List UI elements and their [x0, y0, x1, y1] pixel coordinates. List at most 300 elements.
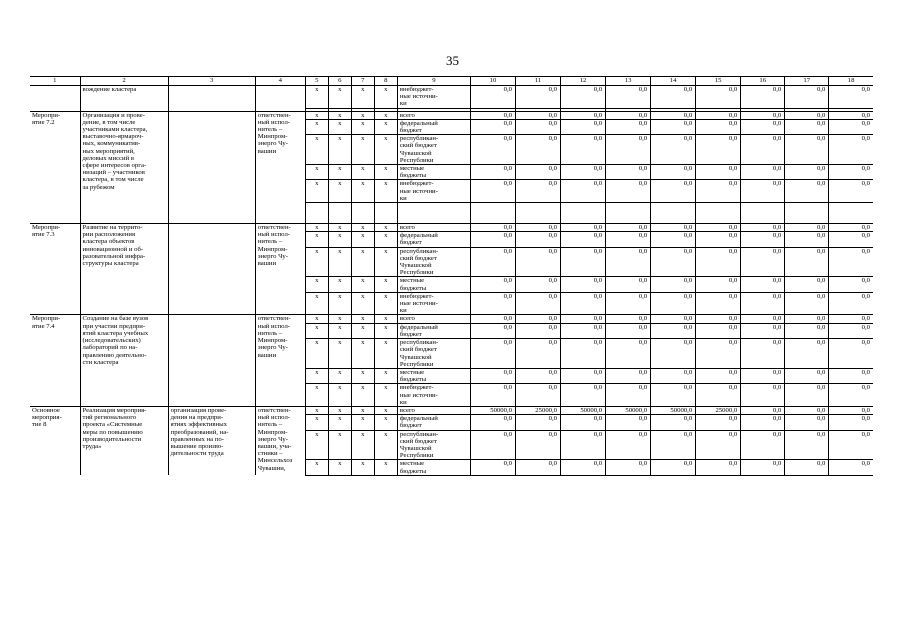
amount-cell: 0,0: [561, 292, 606, 315]
amount-cell: 0,0: [829, 384, 873, 407]
amount-cell: 0,0: [651, 165, 696, 180]
amount-cell: 0,0: [785, 165, 829, 180]
amount-cell: 0,0: [696, 323, 741, 338]
code-mark: х: [374, 119, 397, 134]
amount-cell: 0,0: [470, 111, 515, 119]
amount-cell: 0,0: [470, 323, 515, 338]
amount-cell: 0,0: [696, 368, 741, 383]
amount-cell: 0,0: [470, 180, 515, 203]
amount-cell: 0,0: [561, 180, 606, 203]
code-mark: х: [351, 339, 374, 369]
amount-cell: 0,0: [470, 368, 515, 383]
amount-cell: 0,0: [561, 277, 606, 292]
header-cell: 1: [30, 77, 80, 86]
amount-cell: 0,0: [651, 135, 696, 165]
amount-cell: 0,0: [606, 368, 651, 383]
amount-cell: 0,0: [470, 247, 515, 277]
header-cell: 16: [741, 77, 785, 86]
amount-cell: 0,0: [515, 415, 560, 430]
code-mark: х: [328, 277, 351, 292]
amount-cell: 0,0: [785, 460, 829, 475]
amount-cell: 0,0: [696, 119, 741, 134]
amount-cell: 0,0: [561, 111, 606, 119]
spacer-cell: [305, 203, 328, 224]
code-mark: х: [305, 224, 328, 232]
amount-cell: 0,0: [741, 292, 785, 315]
amount-cell: 0,0: [741, 247, 785, 277]
amount-cell: 0,0: [515, 86, 560, 109]
responsible-executor: ответствен- ный испол- нитель – Минпром- энерго Чу- вашии: [255, 111, 305, 223]
code-mark: х: [328, 368, 351, 383]
amount-cell: 0,0: [696, 430, 741, 460]
amount-cell: 0,0: [741, 339, 785, 369]
code-mark: х: [305, 111, 328, 119]
amount-cell: 0,0: [515, 277, 560, 292]
amount-cell: 0,0: [696, 247, 741, 277]
code-mark: х: [305, 406, 328, 414]
code-mark: х: [374, 111, 397, 119]
amount-cell: 0,0: [606, 119, 651, 134]
code-mark: х: [351, 224, 374, 232]
code-mark: х: [351, 119, 374, 134]
code-mark: х: [328, 339, 351, 369]
code-mark: х: [351, 315, 374, 323]
amount-cell: 0,0: [470, 135, 515, 165]
spacer-cell: [351, 203, 374, 224]
amount-cell: 0,0: [829, 247, 873, 277]
code-mark: х: [374, 135, 397, 165]
amount-cell: 0,0: [606, 165, 651, 180]
code-mark: х: [351, 165, 374, 180]
code-mark: х: [305, 339, 328, 369]
amount-cell: 0,0: [606, 111, 651, 119]
code-mark: х: [374, 224, 397, 232]
amount-cell: 0,0: [470, 224, 515, 232]
amount-cell: 0,0: [515, 339, 560, 369]
funding-source: федеральный бюджет: [397, 323, 470, 338]
funding-source: внебюджет- ные источни- ки: [397, 384, 470, 407]
amount-cell: 0,0: [829, 224, 873, 232]
amount-cell: 0,0: [470, 86, 515, 109]
amount-cell: 0,0: [861, 86, 870, 93]
amount-cell: 0,0: [470, 277, 515, 292]
amount-cell: 0,0: [741, 430, 785, 460]
spacer-cell: [515, 203, 560, 224]
amount-cell: 0,0: [829, 119, 873, 134]
amount-cell: 0,0: [470, 339, 515, 369]
code-mark: х: [374, 180, 397, 203]
amount-cell: 0,0: [515, 430, 560, 460]
code-mark: х: [328, 323, 351, 338]
amount-cell: 0,0: [829, 460, 873, 475]
code-mark: х: [351, 247, 374, 277]
code-mark: х: [351, 135, 374, 165]
code-mark: х: [328, 292, 351, 315]
amount-cell: 0,0: [741, 277, 785, 292]
header-cell: 18: [829, 77, 873, 86]
amount-cell: 0,0: [606, 180, 651, 203]
funding-source: республикан- ский бюджет Чувашской Республики: [397, 247, 470, 277]
amount-cell: 0,0: [515, 323, 560, 338]
code-mark: х: [351, 406, 374, 414]
amount-cell: 0,0: [515, 135, 560, 165]
amount-cell: 0,0: [651, 232, 696, 247]
header-cell: 2: [80, 77, 168, 86]
code-mark: х: [305, 232, 328, 247]
amount-cell: 0,0: [561, 460, 606, 475]
amount-cell: 0,0: [829, 111, 873, 119]
amount-cell: 0,0: [651, 224, 696, 232]
amount-cell: 0,0: [470, 292, 515, 315]
amount-cell: 0,0: [651, 277, 696, 292]
header-cell: 14: [651, 77, 696, 86]
code-mark: х: [305, 165, 328, 180]
code-mark: х: [374, 460, 397, 475]
code-mark: х: [305, 135, 328, 165]
code-mark: х: [374, 323, 397, 338]
amount-cell: 0,0: [651, 180, 696, 203]
amount-cell: 0,0: [561, 224, 606, 232]
amount-cell: 0,0: [696, 86, 741, 109]
amount-cell: 0,0: [651, 460, 696, 475]
event-number: Меропри- ятие 7.4: [30, 315, 80, 406]
code-mark: х: [328, 406, 351, 414]
amount-cell: 0,0: [561, 415, 606, 430]
code-mark: х: [351, 384, 374, 407]
amount-cell: 0,0: [785, 277, 829, 292]
responsible-executor: ответствен- ный испол- нитель – Минпром- энерго Чу- вашии, уча- стники – Минсельхоз Чувашии,: [255, 406, 305, 475]
code-mark: х: [374, 292, 397, 315]
spacer-cell: [829, 203, 873, 224]
amount-cell: 0,0: [741, 180, 785, 203]
code-mark: х: [328, 86, 351, 109]
code-mark: х: [351, 430, 374, 460]
header-cell: 7: [351, 77, 374, 86]
amount-cell: 0,0: [606, 86, 651, 109]
table-body: [30, 77, 873, 476]
code-mark: х: [328, 232, 351, 247]
event-description: [168, 111, 255, 223]
amount-cell: 25000,0: [696, 406, 741, 414]
amount-cell: 0,0: [651, 323, 696, 338]
spacer-cell: [561, 203, 606, 224]
amount-cell: 0,0: [785, 135, 829, 165]
funding-source: местные бюджеты: [397, 368, 470, 383]
amount-cell: 0,0: [561, 135, 606, 165]
amount-cell: 0,0: [741, 315, 785, 323]
amount-cell: 0,0: [696, 277, 741, 292]
code-mark: х: [374, 165, 397, 180]
amount-cell: 0,0: [606, 135, 651, 165]
amount-cell: 0,0: [651, 111, 696, 119]
code-mark: х: [374, 247, 397, 277]
amount-cell: 0,0: [785, 368, 829, 383]
code-mark: х: [374, 277, 397, 292]
amount-cell: 50000,0: [561, 406, 606, 414]
event-description: [168, 315, 255, 406]
code-mark: х: [351, 180, 374, 203]
amount-cell: 0,0: [829, 135, 873, 165]
amount-cell: 0,0: [515, 232, 560, 247]
code-mark: х: [328, 415, 351, 430]
amount-cell: 0,0: [741, 165, 785, 180]
code-mark: х: [305, 384, 328, 407]
amount-cell: 0,0: [696, 460, 741, 475]
amount-cell: 0,0: [561, 384, 606, 407]
code-mark: х: [328, 165, 351, 180]
amount-cell: 0,0: [785, 224, 829, 232]
amount-cell: 0,0: [785, 232, 829, 247]
code-mark: х: [351, 368, 374, 383]
amount-cell: 0,0: [606, 247, 651, 277]
amount-cell: 0,0: [515, 180, 560, 203]
code-mark: х: [305, 180, 328, 203]
amount-cell: 0,0: [515, 165, 560, 180]
amount-cell: 0,0: [651, 430, 696, 460]
page-number: 35: [446, 53, 459, 68]
amount-cell: 0,0: [741, 111, 785, 119]
responsible-executor: [255, 86, 305, 112]
amount-cell: 0,0: [651, 368, 696, 383]
funding-source: федеральный бюджет: [397, 119, 470, 134]
amount-cell: 0,0: [651, 315, 696, 323]
amount-cell: 0,0: [515, 119, 560, 134]
code-mark: х: [351, 277, 374, 292]
event-description: организация прове- дения на предпри- ятиях эффективных преобразований, на- правленных на по- вышение произво- дительности труда: [168, 406, 255, 475]
amount-cell: 0,0: [515, 460, 560, 475]
amount-cell: 0,0: [829, 368, 873, 383]
amount-cell: 0,0: [606, 460, 651, 475]
responsible-executor: ответствен- ный испол- нитель – Минпром- энерго Чу- вашии: [255, 224, 305, 315]
code-mark: х: [305, 315, 328, 323]
code-mark: х: [328, 430, 351, 460]
amount-cell: 0,0: [561, 232, 606, 247]
amount-cell: 0,0: [696, 111, 741, 119]
code-mark: х: [374, 430, 397, 460]
amount-cell: 0,0: [606, 430, 651, 460]
amount-cell: 0,0: [696, 384, 741, 407]
code-mark: х: [328, 111, 351, 119]
amount-cell: 0,0: [696, 415, 741, 430]
event-title: Организация и прове- дение, в том числе участниками кластера, выставочно-ярмароч- ных, коммуникатив- ных мероприятий, деловых миссий в сфере интересов орга- низаций – участников кластера, в том числе за рубежом: [80, 111, 168, 223]
amount-cell: 0,0: [741, 406, 785, 414]
amount-cell: 0,0: [741, 119, 785, 134]
amount-cell: 0,0: [515, 368, 560, 383]
amount-cell: 0,0: [741, 460, 785, 475]
code-mark: х: [374, 232, 397, 247]
amount-cell: 0,0: [696, 292, 741, 315]
code-mark: х: [328, 460, 351, 475]
header-cell: 3: [168, 77, 255, 86]
funding-source: республикан- ский бюджет Чувашской Республики: [397, 339, 470, 369]
amount-cell: 0,0: [470, 315, 515, 323]
amount-cell: 0,0: [785, 247, 829, 277]
amount-cell: 0,0: [785, 315, 829, 323]
amount-cell: 0,0: [470, 232, 515, 247]
code-mark: х: [374, 339, 397, 369]
amount-cell: 0,0: [470, 415, 515, 430]
funding-source: всего: [397, 406, 470, 414]
amount-cell: 0,0: [696, 165, 741, 180]
table-row: [30, 224, 873, 232]
amount-cell: 0,0: [829, 180, 873, 203]
funding-source: местные бюджеты: [397, 165, 470, 180]
amount-cell: 0,0: [606, 277, 651, 292]
code-mark: х: [374, 406, 397, 414]
header-cell: 4: [255, 77, 305, 86]
amount-cell: 0,0: [696, 224, 741, 232]
amount-cell: 0,0: [561, 86, 606, 109]
amount-cell: 0,0: [829, 277, 873, 292]
amount-cell: 0,0: [651, 247, 696, 277]
spacer-cell: [741, 203, 785, 224]
amount-cell: 50000,0: [606, 406, 651, 414]
event-number: Основное мероприя- тие 8: [30, 406, 80, 475]
amount-cell: 0,0: [606, 384, 651, 407]
amount-cell: 0,0: [561, 339, 606, 369]
header-cell: 11: [515, 77, 560, 86]
amount-cell: 0,0: [785, 384, 829, 407]
event-number: Меропри- ятие 7.3: [30, 224, 80, 315]
funding-source: местные бюджеты: [397, 460, 470, 475]
funding-source: федеральный бюджет: [397, 415, 470, 430]
event-number: [30, 86, 80, 112]
amount-cell: 0,0: [515, 315, 560, 323]
amount-cell: 0,0: [515, 292, 560, 315]
code-mark: х: [351, 232, 374, 247]
amount-cell: 0,0: [785, 111, 829, 119]
code-mark: х: [305, 277, 328, 292]
code-mark: х: [305, 415, 328, 430]
amount-cell: 0,0: [696, 339, 741, 369]
amount-cell: 0,0: [651, 292, 696, 315]
amount-cell: 0,0: [606, 232, 651, 247]
amount-cell: 0,0: [606, 292, 651, 315]
code-mark: х: [351, 323, 374, 338]
funding-source: республикан- ский бюджет Чувашской Республики: [397, 135, 470, 165]
header-cell: 15: [696, 77, 741, 86]
amount-cell: 0,0: [785, 119, 829, 134]
code-mark: х: [328, 315, 351, 323]
amount-cell: 0,0: [785, 292, 829, 315]
amount-cell: 0,0: [785, 86, 829, 109]
amount-cell: 0,0: [696, 315, 741, 323]
header-cell: 17: [785, 77, 829, 86]
table-row: [30, 315, 873, 323]
code-mark: х: [305, 86, 328, 109]
amount-cell: 0,0: [651, 339, 696, 369]
header-cell: 10: [470, 77, 515, 86]
spacer-cell: [374, 203, 397, 224]
funding-source: федеральный бюджет: [397, 232, 470, 247]
amount-cell: 0,0: [829, 292, 873, 315]
code-mark: х: [351, 415, 374, 430]
amount-cell: 0,0: [741, 368, 785, 383]
amount-cell: 0,0: [561, 165, 606, 180]
amount-cell: 0,0: [606, 323, 651, 338]
code-mark: х: [305, 368, 328, 383]
amount-cell: 0,0: [561, 368, 606, 383]
event-title: Создание на базе вузов при участии предпри- ятий кластера учебных (исследовательских) лабораторий по на- правлению деятельно- сти кластера: [80, 315, 168, 406]
funding-source: республикан- ский бюджет Чувашской Республики: [397, 430, 470, 460]
funding-source: внебюджет- ные источни- ки: [397, 180, 470, 203]
code-mark: х: [328, 384, 351, 407]
header-cell: 13: [606, 77, 651, 86]
amount-cell: 0,0: [651, 384, 696, 407]
amount-cell: 0,0: [785, 406, 829, 414]
header-row: [30, 77, 873, 86]
amount-cell: 0,0: [515, 384, 560, 407]
header-cell: 6: [328, 77, 351, 86]
amount-cell: 0,0: [829, 232, 873, 247]
code-mark: х: [374, 86, 397, 109]
code-mark: х: [351, 460, 374, 475]
code-mark: х: [374, 415, 397, 430]
amount-cell: 0,0: [696, 232, 741, 247]
amount-cell: 0,0: [741, 232, 785, 247]
event-number: Меропри- ятие 7.2: [30, 111, 80, 223]
budget-table: [30, 76, 873, 476]
amount-cell: 0,0: [741, 86, 785, 109]
code-mark: х: [305, 430, 328, 460]
amount-cell: 0,0: [561, 315, 606, 323]
funding-source: всего: [397, 315, 470, 323]
funding-source: всего: [397, 224, 470, 232]
amount-cell: 0,0: [696, 135, 741, 165]
amount-cell: 0,0: [561, 247, 606, 277]
amount-cell: 0,0: [606, 224, 651, 232]
header-cell: 12: [561, 77, 606, 86]
amount-cell: 0,0: [741, 135, 785, 165]
amount-cell: 0,0: [741, 323, 785, 338]
amount-cell: 0,0: [785, 430, 829, 460]
amount-cell: 0,0: [829, 315, 873, 323]
code-mark: х: [328, 119, 351, 134]
funding-source: всего: [397, 111, 470, 119]
amount-cell: 0,0: [785, 180, 829, 203]
code-mark: х: [328, 224, 351, 232]
amount-cell: 0,0: [651, 86, 696, 109]
spacer-cell: [785, 203, 829, 224]
amount-cell: 0,0: [561, 323, 606, 338]
header-cell: 8: [374, 77, 397, 86]
table-row: [30, 111, 873, 119]
amount-cell: 0,0: [829, 415, 873, 430]
amount-cell: 0,0: [470, 384, 515, 407]
amount-cell: 0,0: [829, 323, 873, 338]
funding-source: местные бюджеты: [397, 277, 470, 292]
amount-cell: 0,0: [741, 415, 785, 430]
event-title: Развитие на террито- рии расположения кластера объектов инновационной и об- разовательной инфра- структуры кластера: [80, 224, 168, 315]
amount-cell: 0,0: [561, 430, 606, 460]
code-mark: х: [374, 315, 397, 323]
event-title: вождение кластера: [80, 86, 168, 112]
amount-cell: 0,0: [741, 384, 785, 407]
spacer-cell: [606, 203, 651, 224]
funding-source: внебюджет- ные источни- ки: [397, 292, 470, 315]
code-mark: х: [374, 384, 397, 407]
event-title: Реализация мероприя- тий регионального проекта «Системные меры по повышению производительности труда»: [80, 406, 168, 475]
spacer-cell: [470, 203, 515, 224]
amount-cell: 0,0: [515, 247, 560, 277]
amount-cell: 0,0: [651, 415, 696, 430]
code-mark: х: [328, 247, 351, 277]
code-mark: х: [305, 292, 328, 315]
event-description: [168, 86, 255, 112]
amount-cell: 50000,0: [470, 406, 515, 414]
amount-cell: 0,0: [470, 460, 515, 475]
header-cell: 5: [305, 77, 328, 86]
